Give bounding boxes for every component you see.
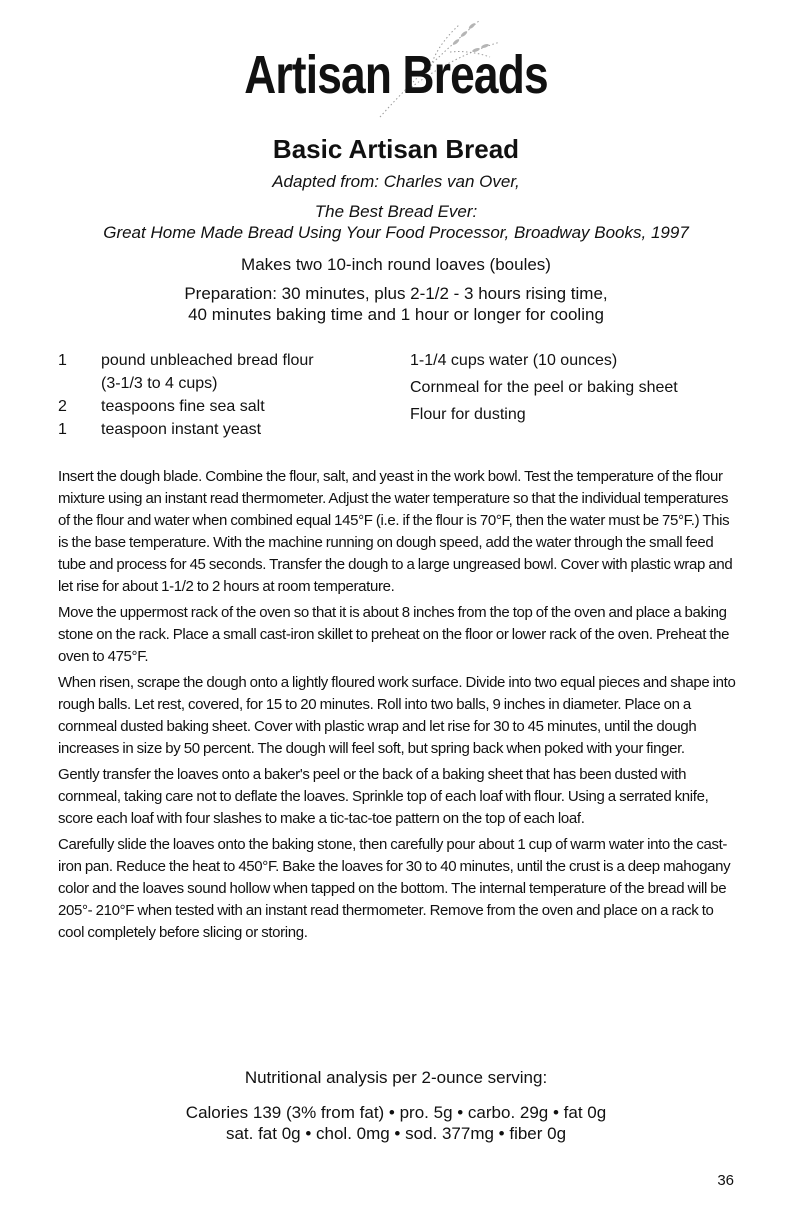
ingredient-description: teaspoon instant yeast: [101, 421, 262, 438]
page-number: 36: [717, 1172, 734, 1189]
ingredient-item: Flour for dusting: [410, 406, 526, 423]
ingredient-description: (3-1/3 to 4 cups): [101, 375, 218, 392]
ingredient-item: [58, 418, 378, 441]
ingredient-item: [58, 349, 378, 395]
source-book-title: The Best Bread Ever:: [314, 202, 478, 221]
instruction-paragraph: Gently transfer the loaves onto a baker's peel or the back of a baking sheet that has been dusted with cornmeal, taking care not to deflate the loaves. Sprinkle top of each loaf with flour. Using a serrated knife, score each loaf with four slashes to make a tic-tac-toe pattern on the top of each loaf.: [58, 766, 709, 827]
instruction-paragraph: Carefully slide the loaves onto the baking stone, then carefully pour about 1 cup of warm water into the cast-iron pan. Reduce the heat to 450°F. Bake the loaves for 30 to 40 minutes, until the crust is a deep mahogany color and the loaves sound hollow when tapped on the bottom. The internal temperature of the bread will be 205°- 210°F when tested with an instant read thermometer. Remove from the oven and place on a rack to cool completely before slicing or storing.: [58, 836, 731, 941]
adapted-from-line: Adapted from: Charles van Over,: [272, 172, 520, 191]
preparation-time-line-1: Preparation: 30 minutes, plus 2-1/2 - 3 hours rising time,: [184, 284, 608, 303]
instructions: [58, 466, 738, 948]
ingredient-item: [58, 395, 378, 418]
instruction-paragraph: Move the uppermost rack of the oven so that it is about 8 inches from the top of the oven and place a baking stone on the rack. Place a small cast-iron skillet to preheat on the floor or lower rack of the oven. Preheat the oven to 475°F.: [58, 604, 730, 665]
ingredients-list-left: [58, 349, 378, 441]
source-book-subtitle: Great Home Made Bread Using Your Food Processor, Broadway Books, 1997: [103, 223, 689, 242]
instruction-paragraph: Insert the dough blade. Combine the flour, salt, and yeast in the work bowl. Test the temperature of the flour mixture using an instant read thermometer. Adjust the water temperature so that the individual temperatures of the flour and water when combined equal 145°F (i.e. if the flour is 70°F, then the water must be 75°F.) This is the base temperature. With the machine running on dough speed, add the water through the small feed tube and process for 45 seconds. Transfer the dough to a large ungreased bowl. Cover with plastic wrap and let rise for about 1-1/2 to 2 hours at room temperature.: [58, 468, 733, 595]
ingredient-quantity: 1: [58, 421, 67, 438]
ingredient-item: Cornmeal for the peel or baking sheet: [410, 379, 678, 396]
preparation-time-line-2: 40 minutes baking time and 1 hour or longer for cooling: [188, 305, 604, 324]
instruction-paragraph: When risen, scrape the dough onto a lightly floured work surface. Divide into two equal pieces and shape into rough balls. Let rest, covered, for 15 to 20 minutes. Roll into two balls, 9 inches in diameter. Place on a cornmeal dusted baking sheet. Cover with plastic wrap and let rise for 30 to 45 minutes, until the dough increases in size by 50 percent. The dough will feel soft, but spring back when poked with your finger.: [58, 674, 736, 757]
ingredient-quantity: 2: [58, 398, 67, 415]
nutrition-line-2: sat. fat 0g • chol. 0mg • sod. 377mg • fiber 0g: [225, 1124, 567, 1143]
chapter-title: Artisan Breads: [244, 45, 548, 105]
recipe-yield: Makes two 10-inch round loaves (boules): [241, 255, 551, 274]
ingredient-item: 1-1/4 cups water (10 ounces): [410, 352, 618, 369]
ingredients-list-right: [410, 349, 750, 430]
nutrition-heading: Nutritional analysis per 2-ounce serving:: [244, 1068, 548, 1087]
nutrition-line-1: Calories 139 (3% from fat) • pro. 5g • carbo. 29g • fat 0g: [185, 1103, 607, 1122]
ingredient-quantity: 1: [58, 352, 67, 369]
recipe-title: Basic Artisan Bread: [272, 134, 520, 164]
ingredient-description: pound unbleached bread flour: [101, 352, 314, 369]
ingredient-description: teaspoons fine sea salt: [101, 398, 265, 415]
